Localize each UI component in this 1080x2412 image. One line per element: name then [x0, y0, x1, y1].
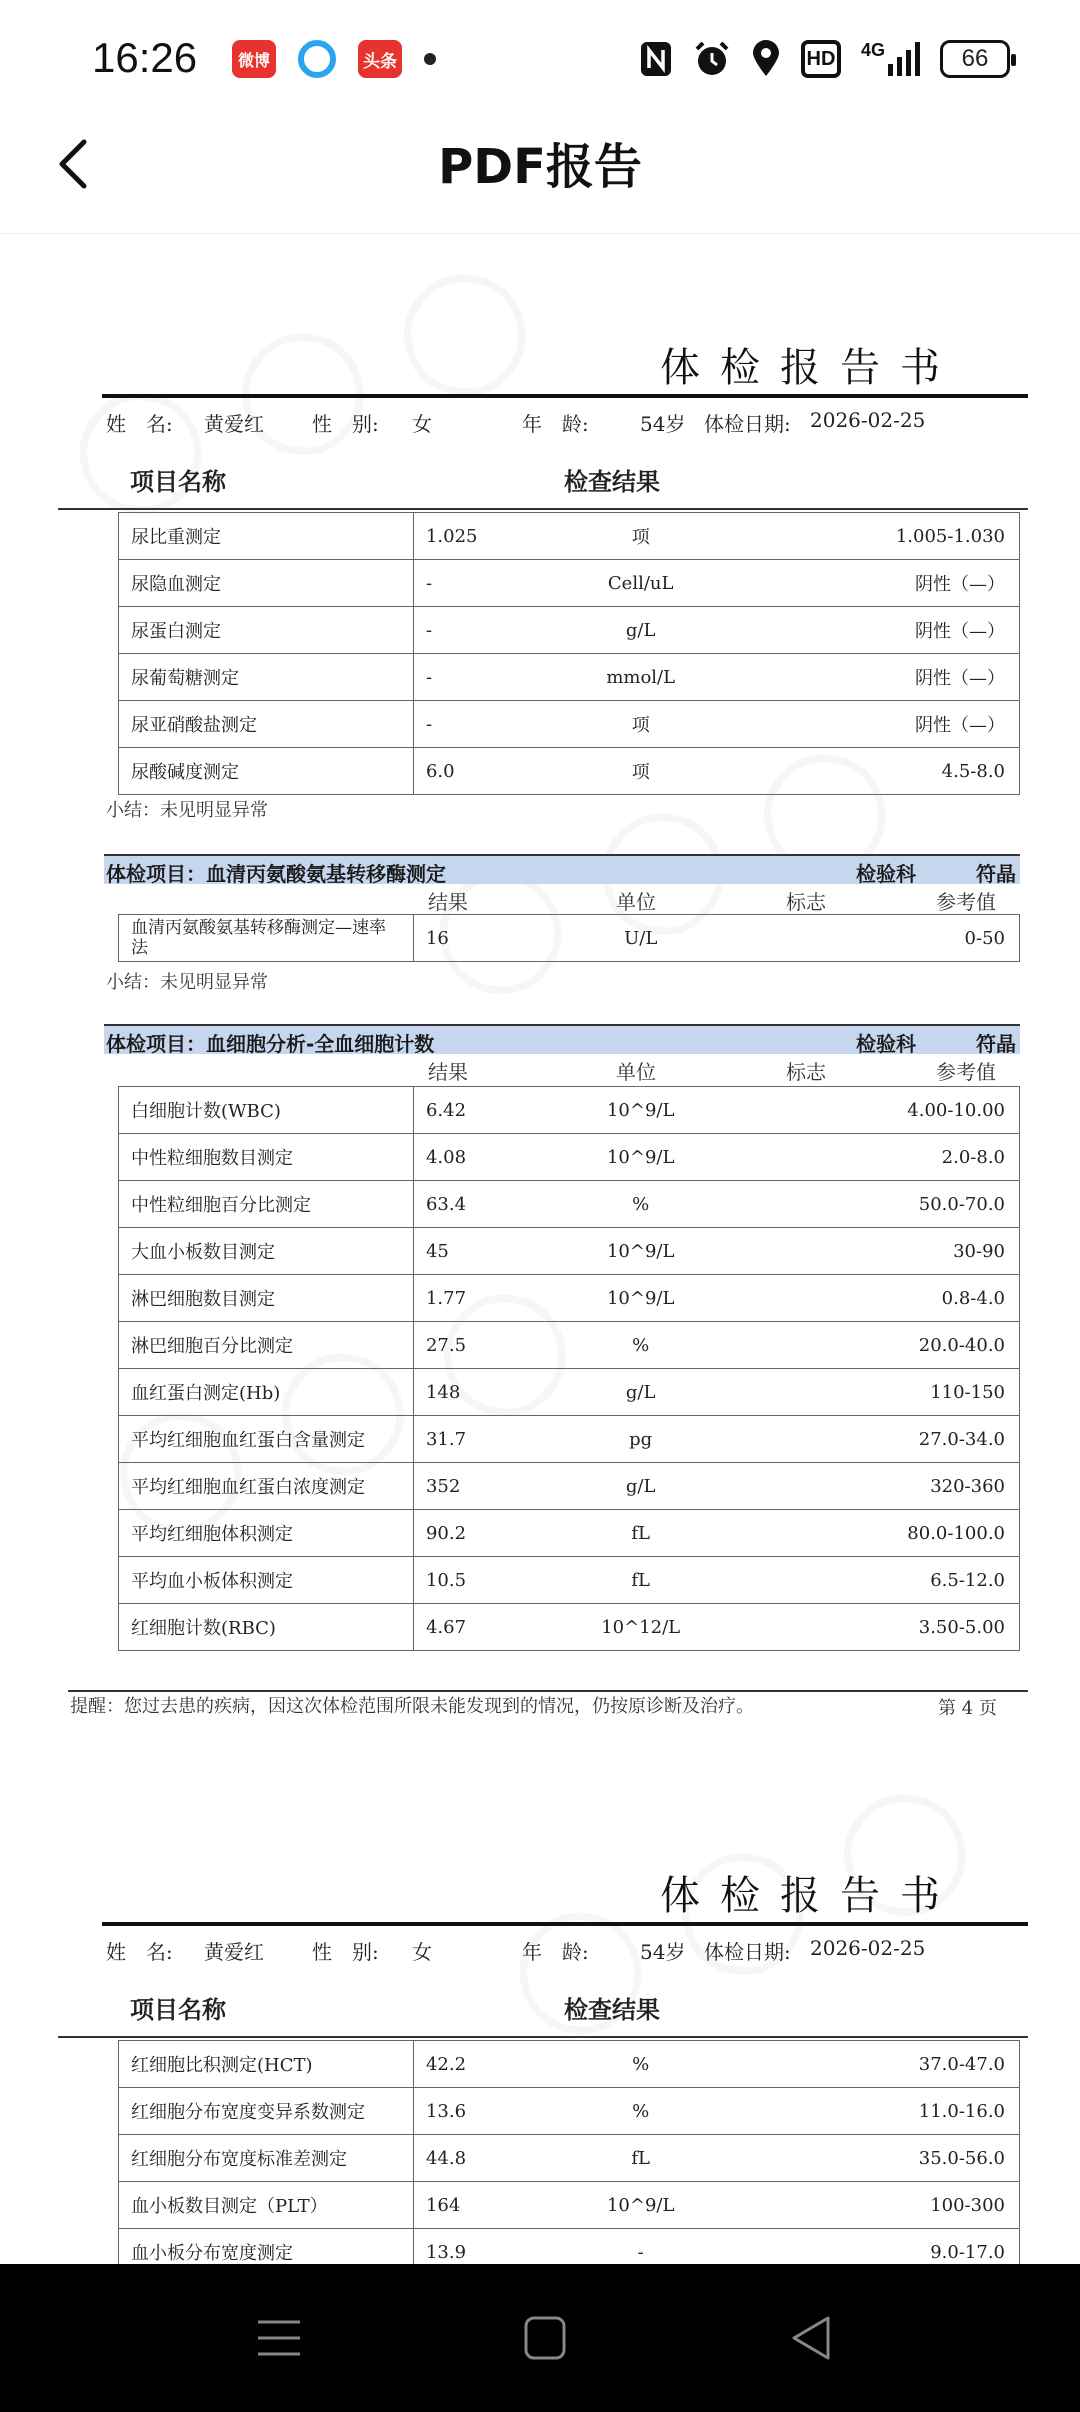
- section-header-cbc: [104, 1024, 1020, 1054]
- sub-col-flag: 标志: [786, 890, 826, 914]
- table-row: [119, 513, 1020, 560]
- test-result: 13.6: [413, 2088, 565, 2135]
- test-unit: 项: [565, 513, 717, 560]
- table-row: [119, 2229, 1020, 2265]
- table-row: [119, 2135, 1020, 2182]
- test-name: 尿蛋白测定: [119, 607, 414, 654]
- section-dept: 检验科: [856, 1032, 916, 1056]
- test-name: 尿隐血测定: [119, 560, 414, 607]
- test-ref: 35.0-56.0: [716, 2135, 1019, 2182]
- table-row: [119, 560, 1020, 607]
- test-name: 中性粒细胞百分比测定: [119, 1181, 414, 1228]
- name-label: 姓 名:: [106, 412, 173, 436]
- status-system-icons: [639, 40, 1010, 78]
- exam-date: 2026-02-25: [810, 1936, 926, 1960]
- test-name: 大血小板数目测定: [119, 1228, 414, 1275]
- test-ref: 阴性（—）: [716, 560, 1019, 607]
- section-doctor: 符晶: [976, 862, 1016, 886]
- sex-label: 性 别:: [312, 1940, 379, 1964]
- sub-column-headers: [104, 886, 1020, 912]
- age-label: 年 龄:: [522, 1940, 589, 1964]
- hd-icon: HD: [801, 40, 841, 78]
- section-dept: 检验科: [856, 862, 916, 886]
- test-name: 尿亚硝酸盐测定: [119, 701, 414, 748]
- patient-sex: 女: [412, 412, 432, 436]
- alt-test-table: [118, 914, 1020, 962]
- exam-date: 2026-02-25: [810, 408, 926, 432]
- sub-col-unit: 单位: [616, 890, 656, 914]
- test-ref: 20.0-40.0: [716, 1322, 1019, 1369]
- test-unit: U/L: [565, 915, 717, 962]
- column-item-name: 项目名称: [130, 468, 226, 496]
- test-ref: 80.0-100.0: [716, 1510, 1019, 1557]
- report-title: 体检报告书: [660, 345, 960, 391]
- patient-sex: 女: [412, 1940, 432, 1964]
- patient-info: [106, 408, 1026, 436]
- test-result: 31.7: [413, 1416, 565, 1463]
- test-unit: 10^9/L: [565, 1275, 717, 1322]
- table-row: [119, 1557, 1020, 1604]
- test-ref: 320-360: [716, 1463, 1019, 1510]
- page-title: PDF报告: [438, 139, 642, 195]
- test-name: 尿比重测定: [119, 513, 414, 560]
- test-unit: mmol/L: [565, 654, 717, 701]
- test-result: -: [413, 701, 565, 748]
- status-app-icons: [232, 40, 436, 78]
- table-row: [119, 1369, 1020, 1416]
- more-notifications-dot-icon: [424, 53, 436, 65]
- test-ref: 2.0-8.0: [716, 1134, 1019, 1181]
- test-ref: 4.5-8.0: [716, 748, 1019, 795]
- pdf-viewer[interactable]: [0, 236, 1080, 2264]
- table-row: [119, 1087, 1020, 1134]
- section-title: 体检项目：血清丙氨酸氨基转移酶测定: [106, 862, 446, 886]
- test-unit: fL: [565, 1510, 717, 1557]
- table-row: [119, 1275, 1020, 1322]
- test-unit: %: [565, 2088, 717, 2135]
- table-row: [119, 1463, 1020, 1510]
- test-name: 平均红细胞血红蛋白含量测定: [119, 1416, 414, 1463]
- patient-name: 黄爱红: [204, 1940, 264, 1964]
- home-button[interactable]: [510, 2308, 580, 2368]
- test-unit: %: [565, 1322, 717, 1369]
- status-bar: [0, 0, 1080, 120]
- test-unit: 10^12/L: [565, 1604, 717, 1651]
- test-name: 血清丙氨酸氨基转移酶测定—速率: [131, 918, 386, 938]
- test-unit: g/L: [565, 1463, 717, 1510]
- test-result: 42.2: [413, 2041, 565, 2088]
- test-result: 10.5: [413, 1557, 565, 1604]
- test-ref: 4.00-10.00: [716, 1087, 1019, 1134]
- test-name: 淋巴细胞百分比测定: [119, 1322, 414, 1369]
- battery-icon: 66: [940, 40, 1010, 78]
- test-name: 红细胞计数(RBC): [119, 1604, 414, 1651]
- test-ref: 100-300: [716, 2182, 1019, 2229]
- test-unit: 10^9/L: [565, 1134, 717, 1181]
- sub-col-result: 结果: [428, 890, 468, 914]
- browser-app-icon: [298, 40, 336, 78]
- test-name: 血小板数目测定（PLT）: [119, 2182, 414, 2229]
- location-icon: [751, 40, 781, 78]
- section-header-alt: [104, 854, 1020, 884]
- sub-col-ref: 参考值: [936, 890, 996, 914]
- test-name: 平均红细胞血红蛋白浓度测定: [119, 1463, 414, 1510]
- test-name: 红细胞分布宽度标准差测定: [119, 2135, 414, 2182]
- age-label: 年 龄:: [522, 412, 589, 436]
- table-row: [119, 1416, 1020, 1463]
- test-ref: 0.8-4.0: [716, 1275, 1019, 1322]
- test-name: 尿葡萄糖测定: [119, 654, 414, 701]
- status-time: 16:26: [92, 34, 198, 81]
- home-square-icon: [510, 2308, 580, 2368]
- test-unit: Cell/uL: [565, 560, 717, 607]
- summary-urine: 小结：未见明显异常: [106, 800, 268, 821]
- test-unit: fL: [565, 2135, 717, 2182]
- test-name: 红细胞比积测定(HCT): [119, 2041, 414, 2088]
- divider: [58, 508, 1028, 510]
- test-unit: -: [565, 2229, 717, 2265]
- divider: [102, 394, 1028, 398]
- test-unit: %: [565, 2041, 717, 2088]
- test-result: 44.8: [413, 2135, 565, 2182]
- sex-label: 性 别:: [312, 412, 379, 436]
- test-result: 16: [413, 915, 565, 962]
- footer-reminder: 提醒：您过去患的疾病，因这次体检范围所限未能发现到的情况，仍按原诊断及治疗。: [70, 1696, 754, 1717]
- weibo-app-icon: 微博: [232, 40, 276, 78]
- patient-info: [106, 1936, 1026, 1964]
- test-result: 6.42: [413, 1087, 565, 1134]
- sub-col-unit: 单位: [616, 1060, 656, 1084]
- cbc-test-table: [118, 1086, 1020, 1651]
- watermark-decoration: [51, 238, 549, 533]
- test-ref: 3.50-5.00: [716, 1604, 1019, 1651]
- patient-age: 54岁: [640, 412, 686, 436]
- signal-icon: [861, 40, 920, 78]
- date-label: 体检日期:: [704, 1940, 791, 1964]
- test-result: -: [413, 654, 565, 701]
- table-row: [119, 1134, 1020, 1181]
- page-number: 第 4 页: [938, 1698, 997, 1719]
- divider: [102, 1922, 1028, 1926]
- test-ref: 1.005-1.030: [716, 513, 1019, 560]
- column-item-name: 项目名称: [130, 1996, 226, 2024]
- test-ref: 50.0-70.0: [716, 1181, 1019, 1228]
- column-result: 检查结果: [564, 468, 660, 496]
- date-label: 体检日期:: [704, 412, 791, 436]
- back-system-button[interactable]: [776, 2308, 846, 2368]
- test-result: 6.0: [413, 748, 565, 795]
- test-result: 13.9: [413, 2229, 565, 2265]
- urine-test-table: [118, 512, 1020, 795]
- test-unit: 10^9/L: [565, 1087, 717, 1134]
- test-unit: 10^9/L: [565, 2182, 717, 2229]
- menu-icon: [244, 2308, 314, 2368]
- column-result: 检查结果: [564, 1996, 660, 2024]
- test-result: -: [413, 607, 565, 654]
- test-name: 中性粒细胞数目测定: [119, 1134, 414, 1181]
- sub-col-flag: 标志: [786, 1060, 826, 1084]
- test-result: -: [413, 560, 565, 607]
- test-ref: 0-50: [716, 915, 1019, 962]
- test-ref: 110-150: [716, 1369, 1019, 1416]
- test-result: 4.67: [413, 1604, 565, 1651]
- test-unit: 项: [565, 701, 717, 748]
- table-row: [119, 2182, 1020, 2229]
- test-ref: 阴性（—）: [716, 701, 1019, 748]
- test-ref: 阴性（—）: [716, 607, 1019, 654]
- sub-column-headers: [104, 1056, 1020, 1082]
- toutiao-app-icon: 头条: [358, 40, 402, 78]
- nfc-icon: [639, 40, 673, 78]
- test-name: 血红蛋白测定(Hb): [119, 1369, 414, 1416]
- test-name: 红细胞分布宽度变异系数测定: [119, 2088, 414, 2135]
- table-row: [119, 2041, 1020, 2088]
- alarm-icon: [693, 40, 731, 78]
- test-result: 164: [413, 2182, 565, 2229]
- test-result: 63.4: [413, 1181, 565, 1228]
- test-ref: 阴性（—）: [716, 654, 1019, 701]
- test-unit: fL: [565, 1557, 717, 1604]
- test-unit: 项: [565, 748, 717, 795]
- test-name: 淋巴细胞数目测定: [119, 1275, 414, 1322]
- test-unit: 10^9/L: [565, 1228, 717, 1275]
- system-navigation-bar: [0, 2264, 1080, 2412]
- test-ref: 37.0-47.0: [716, 2041, 1019, 2088]
- test-ref: 11.0-16.0: [716, 2088, 1019, 2135]
- test-ref: 6.5-12.0: [716, 1557, 1019, 1604]
- cbc-continued-table: [118, 2040, 1020, 2264]
- divider: [58, 2036, 1028, 2038]
- test-result: 4.08: [413, 1134, 565, 1181]
- test-result: 148: [413, 1369, 565, 1416]
- section-doctor: 符晶: [976, 1032, 1016, 1056]
- table-row: [119, 654, 1020, 701]
- test-result: 352: [413, 1463, 565, 1510]
- sub-col-ref: 参考值: [936, 1060, 996, 1084]
- patient-age: 54岁: [640, 1940, 686, 1964]
- table-row: [119, 1228, 1020, 1275]
- test-ref: 9.0-17.0: [716, 2229, 1019, 2265]
- menu-button[interactable]: [244, 2308, 314, 2368]
- table-row: [119, 1604, 1020, 1651]
- test-name: 白细胞计数(WBC): [119, 1087, 414, 1134]
- test-name: 尿酸碱度测定: [119, 748, 414, 795]
- table-row: [119, 2088, 1020, 2135]
- test-result: 1.025: [413, 513, 565, 560]
- test-name-cont: 法: [131, 938, 148, 958]
- table-row: [119, 607, 1020, 654]
- sub-col-result: 结果: [428, 1060, 468, 1084]
- table-row: [119, 1510, 1020, 1557]
- table-row: [119, 915, 1020, 962]
- test-name: 平均血小板体积测定: [119, 1557, 414, 1604]
- test-unit: pg: [565, 1416, 717, 1463]
- name-label: 姓 名:: [106, 1940, 173, 1964]
- section-title: 体检项目：血细胞分析-全血细胞计数: [106, 1032, 435, 1056]
- network-type: 4G: [860, 40, 885, 60]
- test-name: 平均红细胞体积测定: [119, 1510, 414, 1557]
- test-unit: g/L: [565, 1369, 717, 1416]
- test-result: 1.77: [413, 1275, 565, 1322]
- report-title: 体检报告书: [660, 1873, 960, 1919]
- table-row: [119, 1181, 1020, 1228]
- table-row: [119, 748, 1020, 795]
- test-result: 27.5: [413, 1322, 565, 1369]
- test-ref: 27.0-34.0: [716, 1416, 1019, 1463]
- app-header: [0, 110, 1080, 234]
- patient-name: 黄爱红: [204, 412, 264, 436]
- table-row: [119, 701, 1020, 748]
- test-unit: g/L: [565, 607, 717, 654]
- test-result: 90.2: [413, 1510, 565, 1557]
- triangle-back-icon: [776, 2308, 846, 2368]
- test-name: 血小板分布宽度测定: [119, 2229, 414, 2265]
- test-ref: 30-90: [716, 1228, 1019, 1275]
- summary-alt: 小结：未见明显异常: [106, 972, 268, 993]
- test-result: 45: [413, 1228, 565, 1275]
- test-unit: %: [565, 1181, 717, 1228]
- table-row: [119, 1322, 1020, 1369]
